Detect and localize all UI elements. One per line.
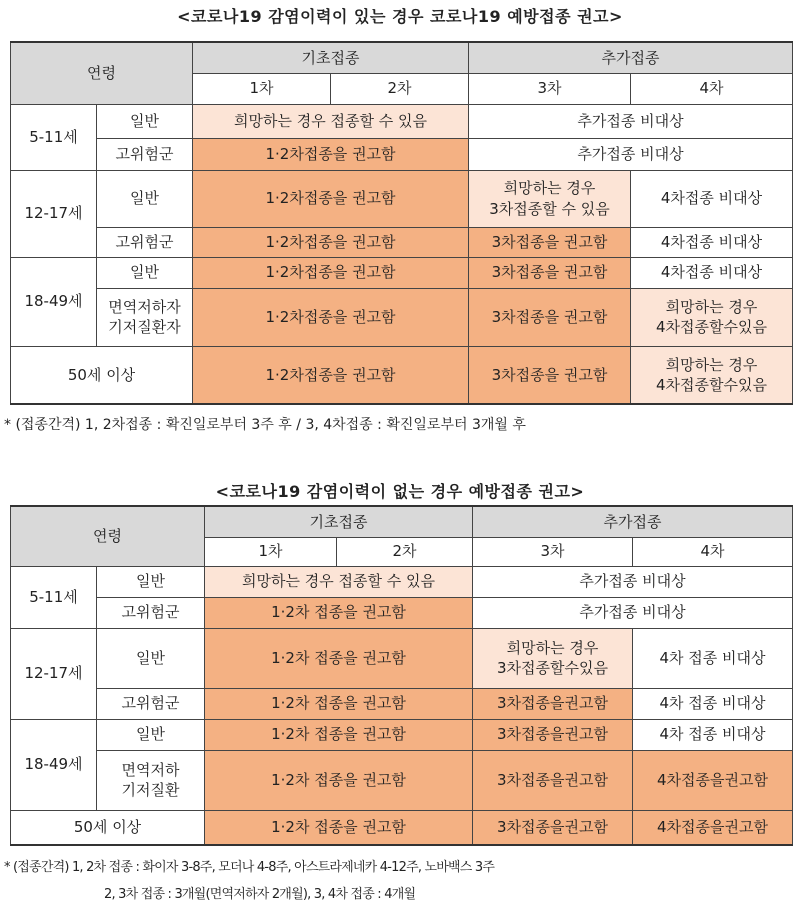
cell-line: 3차접종할 수 있음 bbox=[489, 199, 610, 218]
table1-footnote: * (접종간격) 1, 2차접종 : 확진일로부터 3주 후 / 3, 4차접종 : 확진일로부터 3개월 후 bbox=[4, 417, 526, 433]
booster-recommendation-cell: 추가접종 비대상 bbox=[469, 138, 793, 170]
header-dose4: 4차 bbox=[633, 537, 793, 566]
basic-recommendation-cell: 1·2차 접종을 권고함 bbox=[205, 719, 473, 750]
cell-line: 면역저하 bbox=[121, 760, 180, 779]
basic-recommendation-cell: 1·2차 접종을 권고함 bbox=[205, 688, 473, 719]
cell-line: 희망하는 경우 bbox=[665, 297, 758, 316]
dose4-recommendation-cell bbox=[631, 346, 793, 404]
table1-vaccination-recommendation bbox=[10, 41, 793, 405]
subgroup-label: 일반 bbox=[97, 719, 205, 750]
basic-recommendation-cell: 희망하는 경우 접종할 수 있음 bbox=[205, 566, 473, 597]
age-group-label: 12-17세 bbox=[11, 628, 97, 719]
dose3-recommendation-cell: 3차접종을 권고함 bbox=[469, 288, 631, 346]
age-group-label: 18-49세 bbox=[11, 719, 97, 810]
header-dose2: 2차 bbox=[331, 73, 469, 104]
subgroup-label: 일반 bbox=[97, 104, 193, 138]
subgroup-label: 고위험군 bbox=[97, 597, 205, 628]
header-basic-vaccination: 기초접종 bbox=[193, 42, 469, 73]
dose3-recommendation-cell: 3차접종을권고함 bbox=[473, 688, 633, 719]
table1-title: <코로나19 감염이력이 있는 경우 코로나19 예방접종 권고> bbox=[177, 7, 623, 26]
subgroup-label: 일반 bbox=[97, 628, 205, 688]
subgroup-label: 고위험군 bbox=[97, 227, 193, 257]
booster-recommendation-cell: 추가접종 비대상 bbox=[473, 597, 793, 628]
cell-line: 희망하는 경우 bbox=[503, 179, 596, 198]
header-basic-vaccination: 기초접종 bbox=[205, 506, 473, 537]
basic-recommendation-cell: 1·2차 접종을 권고함 bbox=[205, 597, 473, 628]
dose3-recommendation-cell: 3차접종을권고함 bbox=[473, 750, 633, 810]
table2-vaccination-recommendation bbox=[10, 505, 793, 846]
dose4-recommendation-cell: 4차접종을권고함 bbox=[633, 750, 793, 810]
dose4-recommendation-cell: 4차접종 비대상 bbox=[631, 257, 793, 288]
subgroup-label bbox=[97, 750, 205, 810]
basic-recommendation-cell: 1·2차 접종을 권고함 bbox=[205, 750, 473, 810]
header-dose4: 4차 bbox=[631, 73, 793, 104]
dose4-recommendation-cell bbox=[631, 288, 793, 346]
age-group-label: 50세 이상 bbox=[11, 346, 193, 404]
cell-line: 기저질환자 bbox=[108, 318, 181, 336]
dose4-recommendation-cell: 4차 접종 비대상 bbox=[633, 688, 793, 719]
dose4-recommendation-cell: 4차접종을권고함 bbox=[633, 810, 793, 845]
age-group-label: 5-11세 bbox=[11, 566, 97, 628]
table2-footnote-line1: * (접종간격) 1, 2차 접종 : 화이자 3-8주, 모더나 4-8주, 아스트라제네카 4-12주, 노바백스 3주 bbox=[4, 860, 495, 875]
subgroup-label: 일반 bbox=[97, 257, 193, 288]
dose4-recommendation-cell: 4차접종 비대상 bbox=[631, 227, 793, 257]
age-group-label: 50세 이상 bbox=[11, 810, 205, 845]
basic-recommendation-cell: 1·2차접종을 권고함 bbox=[193, 227, 469, 257]
cell-line: 3차접종할수있음 bbox=[497, 659, 608, 677]
booster-recommendation-cell: 추가접종 비대상 bbox=[469, 104, 793, 138]
subgroup-label: 고위험군 bbox=[97, 688, 205, 719]
basic-recommendation-cell: 1·2차접종을 권고함 bbox=[193, 346, 469, 404]
basic-recommendation-cell: 1·2차 접종을 권고함 bbox=[205, 810, 473, 845]
header-age: 연령 bbox=[11, 42, 193, 104]
cell-line: 기저질환 bbox=[121, 781, 180, 799]
age-group-label: 5-11세 bbox=[11, 104, 97, 170]
dose3-recommendation-cell: 3차접종을 권고함 bbox=[469, 346, 631, 404]
subgroup-label: 일반 bbox=[97, 170, 193, 227]
dose4-recommendation-cell: 4차 접종 비대상 bbox=[633, 719, 793, 750]
dose3-recommendation-cell bbox=[469, 170, 631, 227]
header-booster-vaccination: 추가접종 bbox=[473, 506, 793, 537]
cell-line: 희망하는 경우 bbox=[665, 355, 758, 374]
dose4-recommendation-cell: 4차접종 비대상 bbox=[631, 170, 793, 227]
booster-recommendation-cell: 추가접종 비대상 bbox=[473, 566, 793, 597]
header-dose1: 1차 bbox=[205, 537, 337, 566]
cell-line: 희망하는 경우 bbox=[506, 638, 599, 657]
header-dose1: 1차 bbox=[193, 73, 331, 104]
subgroup-label: 일반 bbox=[97, 566, 205, 597]
header-booster-vaccination: 추가접종 bbox=[469, 42, 793, 73]
header-dose2: 2차 bbox=[337, 537, 473, 566]
cell-line: 면역저하자 bbox=[108, 297, 181, 316]
basic-recommendation-cell: 희망하는 경우 접종할 수 있음 bbox=[193, 104, 469, 138]
subgroup-label bbox=[97, 288, 193, 346]
age-group-label: 18-49세 bbox=[11, 257, 97, 346]
subgroup-label: 고위험군 bbox=[97, 138, 193, 170]
basic-recommendation-cell: 1·2차접종을 권고함 bbox=[193, 138, 469, 170]
header-dose3: 3차 bbox=[469, 73, 631, 104]
header-age: 연령 bbox=[11, 506, 205, 566]
dose3-recommendation-cell: 3차접종을 권고함 bbox=[469, 257, 631, 288]
basic-recommendation-cell: 1·2차접종을 권고함 bbox=[193, 170, 469, 227]
basic-recommendation-cell: 1·2차 접종을 권고함 bbox=[205, 628, 473, 688]
dose3-recommendation-cell: 3차접종을권고함 bbox=[473, 719, 633, 750]
table2-title: <코로나19 감염이력이 없는 경우 예방접종 권고> bbox=[215, 482, 585, 501]
basic-recommendation-cell: 1·2차접종을 권고함 bbox=[193, 288, 469, 346]
header-dose3: 3차 bbox=[473, 537, 633, 566]
dose3-recommendation-cell: 3차접종을 권고함 bbox=[469, 227, 631, 257]
cell-line: 4차접종할수있음 bbox=[656, 318, 767, 336]
dose3-recommendation-cell: 3차접종을권고함 bbox=[473, 810, 633, 845]
dose3-recommendation-cell bbox=[473, 628, 633, 688]
cell-line: 4차접종할수있음 bbox=[656, 375, 767, 394]
dose4-recommendation-cell: 4차 접종 비대상 bbox=[633, 628, 793, 688]
age-group-label: 12-17세 bbox=[11, 170, 97, 257]
basic-recommendation-cell: 1·2차접종을 권고함 bbox=[193, 257, 469, 288]
table2-footnote-line2: 2, 3차 접종 : 3개월(면역저하자 2개월), 3, 4차 접종 : 4개월 bbox=[104, 887, 416, 902]
